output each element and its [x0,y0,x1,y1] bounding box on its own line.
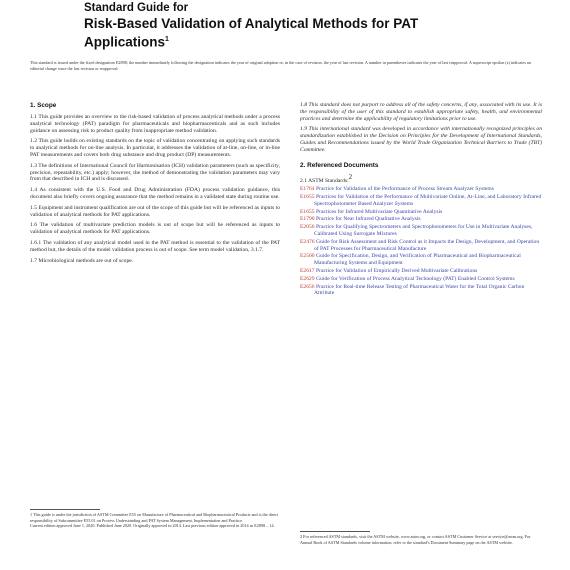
reference-item[interactable] [300,216,542,223]
left-column [30,102,280,268]
reference-title[interactable]: Practice for Validation of the Performance of Process Stream Analyzer Systems [316,186,494,193]
safety-paragraph: 1.8 This standard does not purport to address all of the safety concerns, if any, associated with its use. It is the responsibility of the user of this standard to establish appropriate safety, health, and environmental practices and determine the applicability of regulatory limitations prior to use. [300,102,542,122]
reference-code[interactable]: E2656 [300,283,315,290]
reference-title[interactable]: Practice for Validation of Empirically Derived Multivariate Calibrations [316,268,478,274]
footnote: 1 This guide is under the jurisdiction of ASTM Committee E55 on Manufacture of Pharmaceutical and Biopharmaceutical Products and is the direct responsibility of Subcommittee E55.01 on Process Understanding and PAT System Management, Implementation and Practice. [30,512,279,523]
reference-title[interactable]: Practices for Infrared Multivariate Quantitative Analysis [316,208,443,215]
designation-note: This standard is issued under the fixed designation E2898; the number immediately following the designation indicates the year of original adoption or, in the case of revision, the year of last revision. A number in parentheses indicates the year of last reapproval. A superscript epsilon (ε) indicates an editorial change since the last revision or reapproval. [30,60,531,72]
scope-heading: 1. Scope [30,102,57,109]
reference-code[interactable]: E2500 [300,253,315,260]
reference-title[interactable]: Practice for Near Infrared Qualitative Analysis [316,216,421,223]
title-line-3-text: Applications [84,34,166,50]
astm-standards-label: 2.1 ASTM Standards: [300,177,349,184]
scope-paragraph: 1.2 This guide builds on existing standards on the topic of validation concentrating on applying such standards to analytical methods for on-line analysis. In particular, it addresses the validation of at-line, on-line, or in-line PAT measurements and covers both drug substance and drug product (DP) measurements. [30,138,280,158]
scope-paragraph: 1.5 Equipment and instrument qualification are out of the scope of this guide but will be referenced as inputs to validation of analytical methods for PAT applications. [30,204,280,218]
reference-title[interactable]: Practice for Qualifying Spectrometers and Spectrophotometers for Use in Multivariate Analyses, Calibrated Using Surrogate Mixtures [314,224,533,238]
title-line-2: Risk-Based Validation of Analytical Methods for PAT [84,16,419,31]
footnote: Current edition approved June 1, 2020. Published June 2020. Originally approved in 2014. Last previous edition approved in 2014 as E2898 – 14. [30,523,275,529]
footnote-rule-right [300,531,370,532]
reference-list [300,186,542,297]
reference-title[interactable]: Practices for Validation of the Performance of Multivariate Online, At-Line, and Laboratory Infrared Spectrophotometer Based Analyzer Systems [314,194,542,207]
scope-paragraph: 1.6.1 The validation of any analytical model used in the PAT method is essential to the validation of the PAT method but, the details of the model validation process is out of scope. See term model validation, 3.1.7. [30,239,280,253]
scope-paragraph: 1.4 As consistent with the U.S. Food and Drug Administration (FDA) process validation guidance, this document also briefly covers ongoing assurance that the method remains in a validated state during routine use. [30,187,280,200]
reference-code[interactable]: E2629 [300,275,315,282]
astm-standards-line [300,174,542,185]
international-standard-paragraph: 1.9 This international standard was developed in accordance with internationally recognized principles on standardization established in the Decision on Principles for the Development of International Standards, Guides and Recommendations issued by the World Trade Organization Technical Barriers to Trade (TBT) Committee. [300,126,542,153]
reference-item[interactable] [300,209,542,216]
scope-paragraph: 1.7 Microbiological methods are out of scope. [30,257,134,264]
referenced-documents-heading: 2. Referenced Documents [300,161,379,169]
footnotes-right [300,534,542,545]
reference-title[interactable]: Guide for Verification of Process Analytical Technology (PAT) Enabled Control Systems [316,275,515,282]
reference-item[interactable] [300,268,542,275]
reference-item[interactable] [300,186,542,193]
reference-code[interactable]: E1655 [300,194,315,201]
reference-item[interactable] [300,253,542,267]
reference-code[interactable]: E1655 [300,208,315,215]
reference-code[interactable]: E2617 [300,268,315,274]
reference-title[interactable]: Guide for Risk Assessment and Risk Control as it Impacts the Design, Development, and Operation of PAT Processes for Pharmaceutical Manufacture [314,238,540,252]
scope-paragraph: 1.3 The definitions of International Council for Harmonisation (ICH) validation parameters (such as specificity, precision, repeatability, etc.) apply; however, the method of demonstrating the validation parameters may vary from that described in ICH and is discussed. [30,162,280,183]
reference-item[interactable] [300,194,542,208]
reference-item[interactable] [300,276,542,283]
title-footnote-mark: 1 [165,36,169,43]
reference-code[interactable]: E2056 [300,224,315,231]
reference-code[interactable]: E2476 [300,238,315,245]
title-line-1: Standard Guide for [84,2,189,14]
title-line-3 [84,32,524,51]
reference-title[interactable]: Practice for Real-time Release Testing of Pharmaceutical Water for the Total Organic Carbon Attribute [314,283,525,297]
reference-item[interactable] [300,284,542,298]
reference-item[interactable] [300,224,542,238]
footnote: 2 For referenced ASTM standards, visit the ASTM website, www.astm.org, or contact ASTM Customer Service at service@astm.org. For Annual Book of ASTM Standards volume information, refer to the standard's Document Summary page on the ASTM website. [300,534,531,545]
reference-code[interactable]: E1764 [300,186,315,193]
right-column [300,102,542,298]
astm-footnote-mark: 2 [348,172,353,181]
footnote-rule-left [30,509,100,510]
reference-code[interactable]: E1790 [300,216,315,223]
footnotes-left [30,512,280,529]
scope-paragraph: 1.1 This guide provides an overview to the risk-based validation of process analytical methods under a process analytical technology (PAT) paradigm for pharmaceuticals and biopharmaceuticals and as such includes guidance on assessing risk to product quality from inappropriate method validation. [30,114,280,134]
scope-paragraph: 1.6 The validation of multivariate prediction models is out of scope but will be referenced as inputs to validation of analytical methods for PAT applications. [30,222,280,236]
document-header [84,0,524,51]
reference-item[interactable] [300,239,542,253]
reference-title[interactable]: Guide for Specification, Design, and Verification of Pharmaceutical and Biopharmaceutical Manufacturing Systems and Equipment [314,253,521,267]
